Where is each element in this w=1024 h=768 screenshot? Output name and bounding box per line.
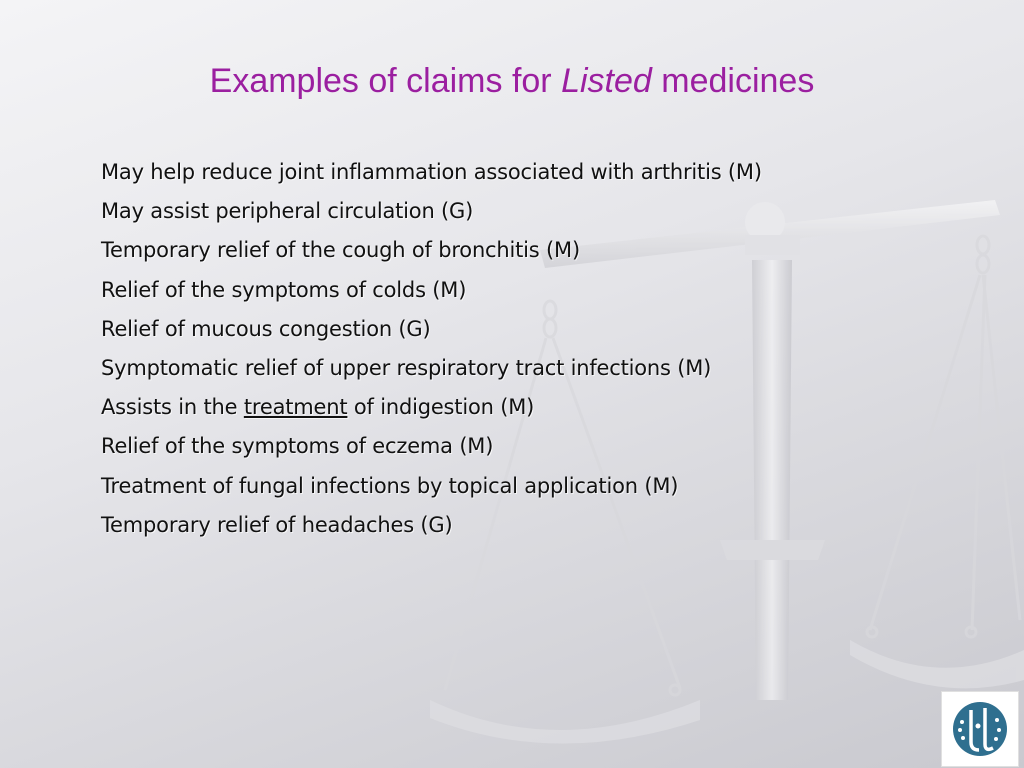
claim-text-pre: Assists in the xyxy=(101,395,244,420)
claim-item xyxy=(101,388,762,427)
claim-item xyxy=(101,153,762,192)
title-text-pre: Examples of claims for xyxy=(209,62,562,100)
claim-text: Symptomatic relief of upper respiratory tract infections (M) xyxy=(101,356,712,381)
claim-item xyxy=(101,192,762,231)
claim-item xyxy=(101,349,762,388)
claim-text: May help reduce joint inflammation associated with arthritis (M) xyxy=(101,160,762,184)
claim-text-post: of indigestion (M) xyxy=(347,395,535,420)
title-text-italic: Listed xyxy=(561,62,652,100)
claim-item xyxy=(101,231,762,270)
organization-logo-icon xyxy=(951,698,1009,760)
claim-text: Treatment of fungal infections by topical application (M) xyxy=(101,473,679,498)
title-text-post: medicines xyxy=(651,62,815,100)
claim-item xyxy=(101,271,762,310)
claim-text: Relief of mucous congestion (G) xyxy=(101,316,431,341)
claim-item xyxy=(101,427,762,466)
claims-list xyxy=(101,153,762,545)
organization-logo xyxy=(941,691,1019,767)
claim-text: May assist peripheral circulation (G) xyxy=(101,199,474,224)
claim-text: Temporary relief of headaches (G) xyxy=(101,512,453,537)
slide-title xyxy=(0,62,1024,101)
claim-item xyxy=(101,506,762,545)
claim-text: Relief of the symptoms of colds (M) xyxy=(101,277,467,302)
claim-item xyxy=(101,310,762,349)
claim-text: Temporary relief of the cough of bronchitis (M) xyxy=(101,238,580,263)
claim-text-underlined: treatment xyxy=(243,395,348,420)
claim-text: Relief of the symptoms of eczema (M) xyxy=(101,434,494,459)
claim-item xyxy=(101,467,762,506)
